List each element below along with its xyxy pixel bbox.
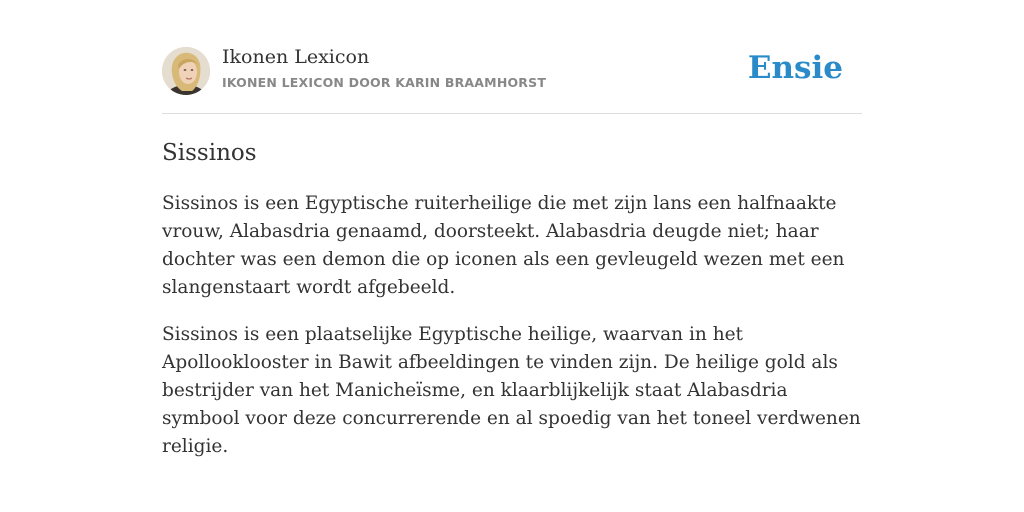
author-avatar[interactable] xyxy=(162,47,210,95)
entry-paragraph-1: Sissinos is een Egyptische ruiterheilige die met zijn lans een halfnaakte vrouw, Alabasdria genaamd, doorsteekt. Alabasdria deugde niet; haar dochter was een demon die op iconen als een gevleugeld wezen met een slangenstaart wordt afgebeeld. xyxy=(162,193,845,298)
entry-card xyxy=(162,44,862,461)
entry-header xyxy=(162,44,862,114)
entry-title: Sissinos xyxy=(162,140,257,166)
ensie-logo[interactable]: Ensie xyxy=(747,50,843,86)
author-photo-icon xyxy=(162,47,210,95)
source-subtitle: IKONEN LEXICON DOOR KARIN BRAAMHORST xyxy=(222,75,547,90)
entry-paragraph-2: Sissinos is een plaatselijke Egyptische heilige, waarvan in het Apollooklooster in Bawit afbeeldingen te vinden zijn. De heilige gold als bestrijder van het Manicheïsme, en klaarblijkelijk staat Alabasdria symbool voor deze concurrerende en al spoedig van het toneel verdwenen religie. xyxy=(162,324,861,457)
source-title[interactable]: Ikonen Lexicon xyxy=(222,46,370,68)
